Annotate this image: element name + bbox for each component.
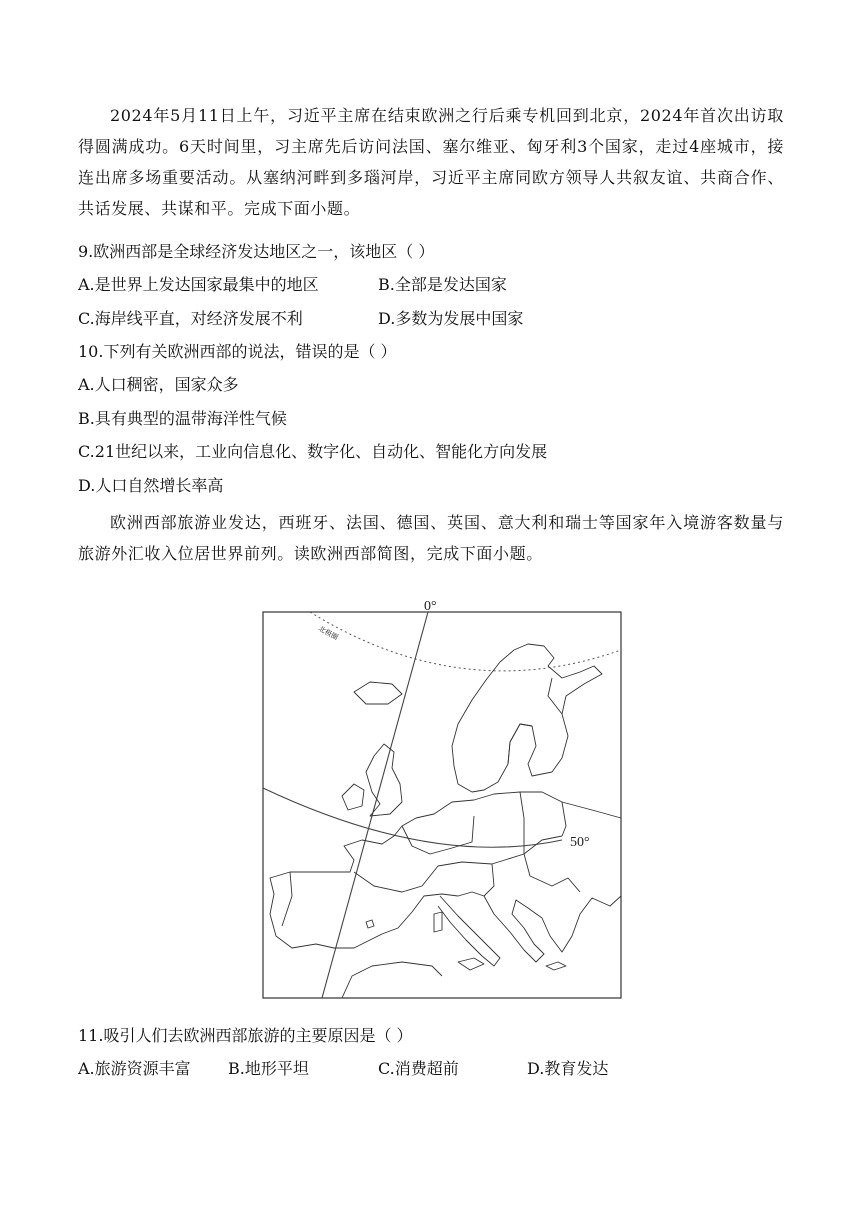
question-9-stem: 9.欧洲西部是全球经济发达地区之一，该地区（ ） (78, 242, 435, 261)
question-10-option-a: A.人口稠密，国家众多 (78, 375, 239, 394)
question-9-option-b: B.全部是发达国家 (378, 275, 507, 294)
question-10-stem: 10.下列有关欧洲西部的说法，错误的是（ ） (78, 342, 397, 361)
question-10-option-b: B.具有典型的温带海洋性气候 (78, 409, 287, 428)
parallel-label: 50° (570, 835, 590, 850)
question-11-option-c: C.消费超前 (378, 1059, 459, 1078)
question-11-option-b: B.地形平坦 (228, 1059, 309, 1078)
map-frame (263, 612, 621, 998)
western-europe-map (262, 596, 622, 1002)
question-9-option-a: A.是世界上发达国家最集中的地区 (78, 275, 319, 294)
question-10-option-c: C.21世纪以来，工业向信息化、数字化、自动化、智能化方向发展 (78, 442, 548, 461)
question-9-option-d: D.多数为发展中国家 (378, 309, 524, 328)
passage-1: 2024年5月11日上午，习近平主席在结束欧洲之行后乘专机回到北京，2024年首次出访取得圆满成功。6天时间里，习主席先后访问法国、塞尔维亚、匈牙利3个国家，走过4座城市，接连出席多场重要活动。从塞纳河畔到多瑙河岸，习近平主席同欧方领导人共叙友谊、共商合作、共话发展、共谋和平。完成下面小题。 (78, 106, 784, 218)
question-10-option-d: D.人口自然增长率高 (78, 476, 224, 495)
question-11-option-d: D.教育发达 (527, 1059, 609, 1078)
question-9-option-c: C.海岸线平直，对经济发展不利 (78, 309, 303, 328)
passage-2: 欧洲西部旅游业发达，西班牙、法国、德国、英国、意大利和瑞士等国家年入境游客数量与旅游外汇收入位居世界前列。读欧洲西部简图，完成下面小题。 (78, 513, 784, 563)
meridian-label: 0° (424, 599, 437, 614)
question-11-stem: 11.吸引人们去欧洲西部旅游的主要原因是（ ） (78, 1026, 413, 1045)
arctic-circle-label: 北极圈 (317, 624, 340, 642)
question-11-option-a: A.旅游资源丰富 (78, 1059, 191, 1078)
